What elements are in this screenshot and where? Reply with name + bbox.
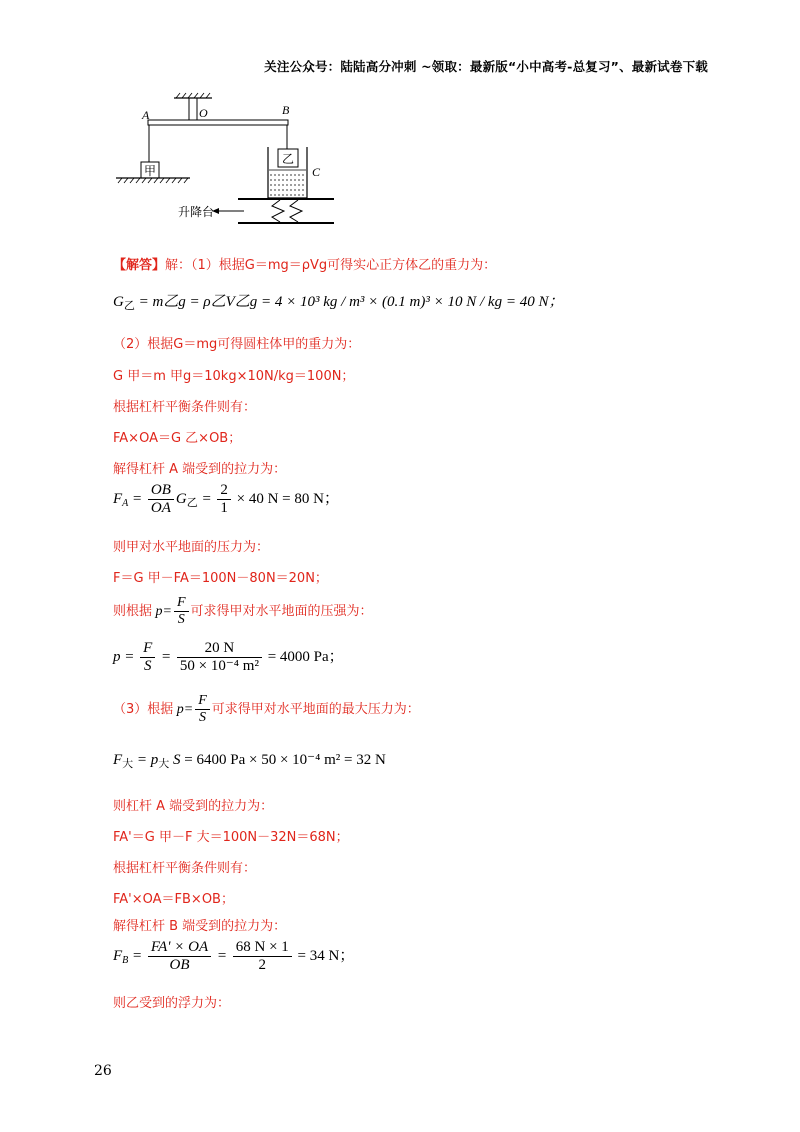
label-a: A: [142, 108, 150, 122]
lever-diagram: [112, 92, 352, 227]
pressure-rule: 则根据 p= $\frac{F}{S}$ 可求得甲对水平地面的压强为：: [113, 595, 373, 628]
solution-intro: 【解答】解：（1）根据G＝mg＝ρVg可得实心正方体乙的重力为：: [113, 258, 497, 273]
formula-fb: $F_B$ = $\frac{FA' \times OA}{OB}$ = $\frac{68 N \times 1}{2}$ = 34 N；: [113, 939, 355, 974]
label-b: B: [282, 103, 290, 117]
pressure-calc: F＝G 甲－FA＝100N－80N＝20N；: [113, 571, 328, 586]
answer-tag: 【解答】: [113, 258, 166, 273]
label-c: C: [312, 165, 321, 179]
page-header: 关注公众号：陆陆高分冲刺 ~领取：最新版“小中高考-总复习”、最新试卷下载: [264, 59, 708, 74]
fa2-calc: FA'＝G 甲－F 大＝100N－32N＝68N；: [113, 830, 349, 845]
formula-g-yi: $G_乙 = m$乙g = ρ乙V乙g = 4 × 10³ kg / m³ × (0.1 m)³ × 10 N / kg = 40 N；: [113, 294, 564, 312]
platform-label: 升降台: [178, 205, 215, 219]
pressure-intro: 则甲对水平地面的压力为：: [113, 540, 270, 555]
step2-title: （2）根据G＝mg可得圆柱体甲的重力为：: [113, 337, 361, 352]
yi-label: 乙: [282, 152, 295, 166]
jia-label: 甲: [144, 164, 157, 178]
lever-eq-1: FA×OA＝G 乙×OB；: [113, 431, 242, 446]
step2-calc: G 甲＝m 甲g＝10kg×10N/kg＝100N；: [113, 369, 355, 384]
fb-intro: 解得杠杆 B 端受到的拉力为：: [113, 919, 287, 934]
fa2-intro: 则杠杆 A 端受到的拉力为：: [113, 799, 274, 814]
formula-pressure: p = $\frac{F}{S}$ = $\frac{20 N}{\text{50 × 10⁻⁴ m²}}$ = 4000 Pa；: [113, 640, 344, 675]
lever-eq-2: FA'×OA＝FB×OB；: [113, 892, 234, 907]
fa-intro: 解得杠杆 A 端受到的拉力为：: [113, 462, 287, 477]
formula-fa: $F_A$ = $\frac{OB}{OA}$ $G_乙$ = $\frac{2}{1}$ × 40 N = 80 N；: [113, 482, 339, 517]
page-number: 26: [94, 1063, 112, 1079]
buoy-intro: 则乙受到的浮力为：: [113, 996, 231, 1011]
step3-rule: （3）根据 p= $\frac{F}{S}$ 可求得甲对水平地面的最大压力为：: [113, 693, 420, 726]
formula-max-force: $F_大 = p_大$ S = 6400 Pa × 50 × 10⁻⁴ m² = 32 N: [113, 752, 386, 770]
lever-rule-2: 根据杠杆平衡条件则有：: [113, 861, 257, 876]
lever-rule-1: 根据杠杆平衡条件则有：: [113, 400, 257, 415]
label-o: O: [199, 106, 208, 120]
